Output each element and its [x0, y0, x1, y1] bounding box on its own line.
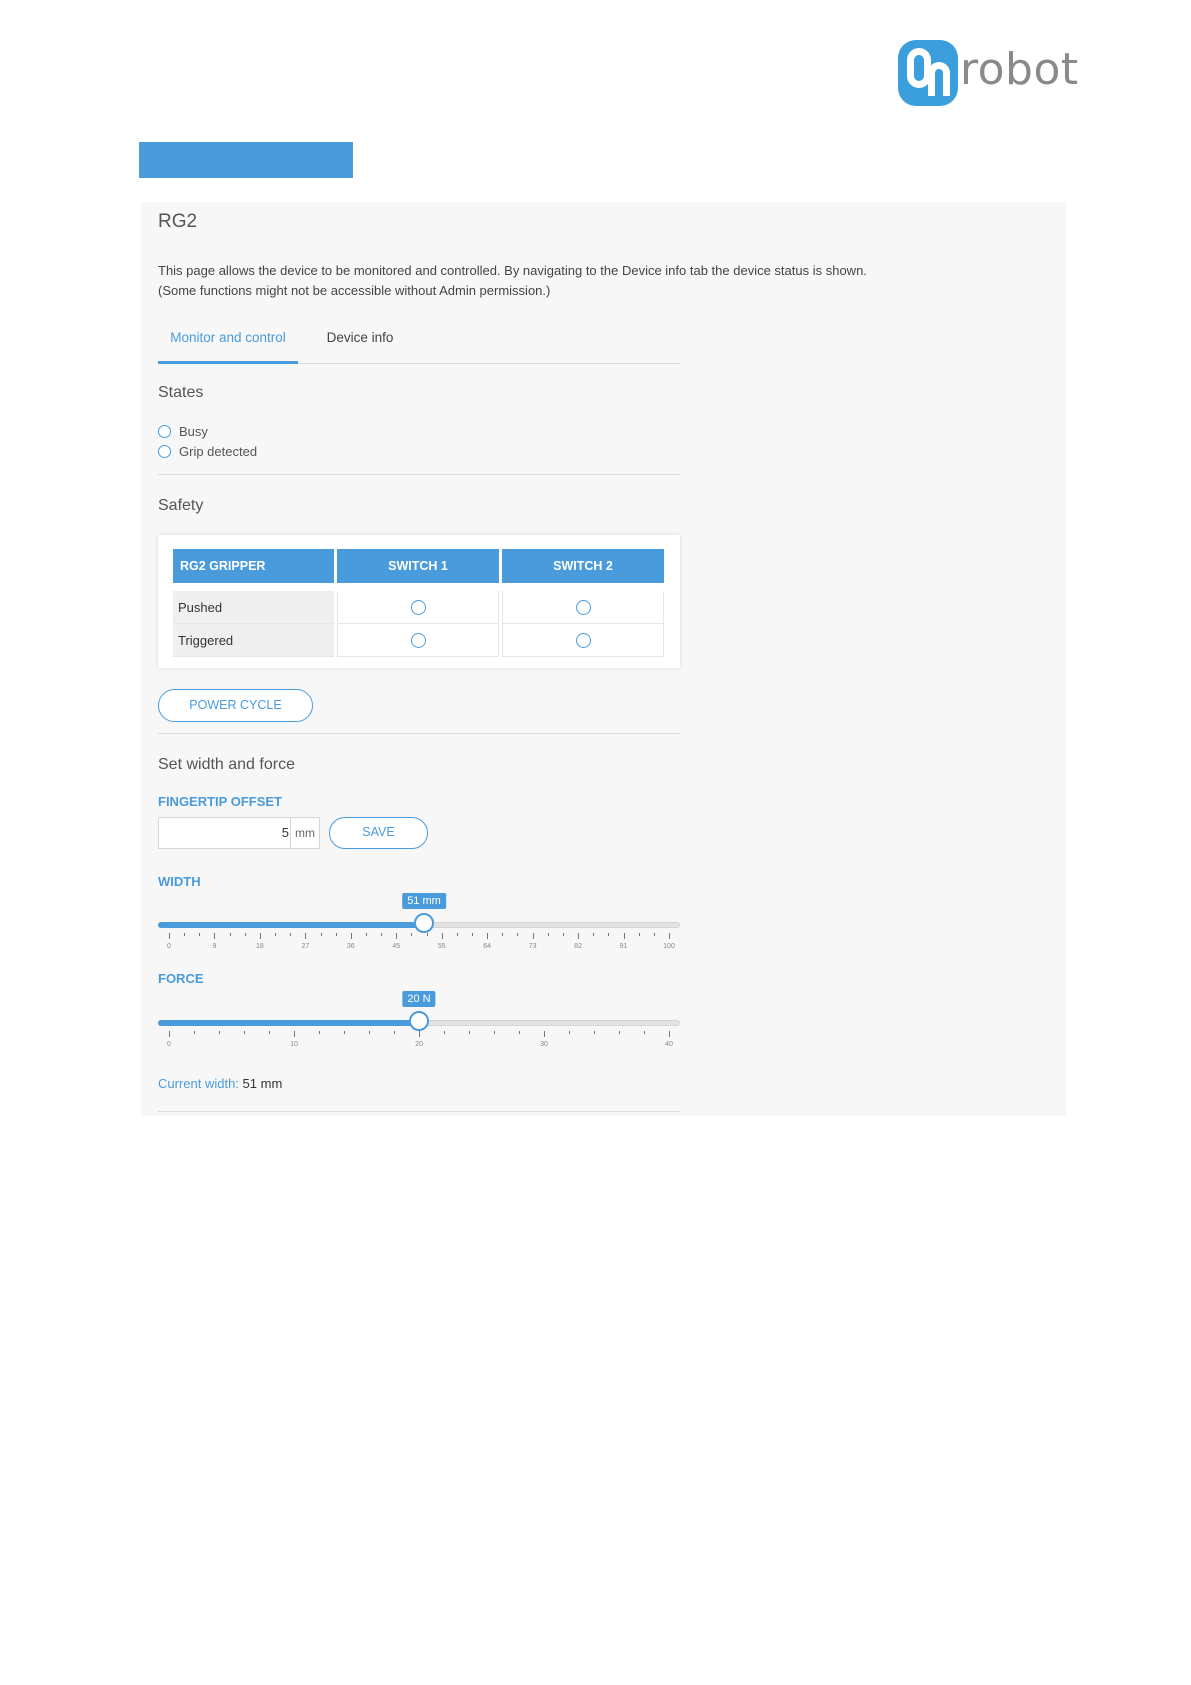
width-slider-handle[interactable] — [414, 913, 434, 933]
width-tick-label: 73 — [528, 943, 537, 950]
width-minor-tick — [472, 933, 473, 936]
current-width — [158, 1076, 282, 1091]
width-major-tick — [442, 933, 443, 939]
fingertip-offset-input[interactable] — [158, 817, 320, 849]
width-tick-label: 9 — [212, 943, 217, 950]
width-value-bubble: 51 mm — [402, 893, 446, 909]
force-tick-label: 30 — [540, 1041, 548, 1048]
width-major-tick — [169, 933, 170, 939]
width-minor-tick — [290, 933, 291, 936]
width-major-tick — [351, 933, 352, 939]
state-grip-detected — [158, 444, 257, 459]
tab-device-info[interactable]: Device info — [326, 330, 394, 345]
width-minor-tick — [427, 933, 428, 936]
divider — [158, 1111, 680, 1112]
width-tick-label: 64 — [483, 943, 492, 950]
width-major-tick — [578, 933, 579, 939]
force-major-tick — [169, 1031, 170, 1037]
header-bar — [139, 142, 353, 178]
page-description — [158, 261, 867, 301]
current-width-label: Current width: — [158, 1076, 239, 1091]
width-tick-label: 27 — [301, 943, 310, 950]
force-slider-handle[interactable] — [409, 1011, 429, 1031]
force-minor-tick — [269, 1031, 270, 1034]
state-label: Busy — [179, 424, 208, 439]
width-minor-tick — [608, 933, 609, 936]
force-minor-tick — [619, 1031, 620, 1034]
divider — [158, 733, 680, 734]
width-tick-label: 100 — [663, 943, 675, 950]
row-label: Triggered — [173, 624, 334, 657]
current-width-value: 51 mm — [242, 1076, 283, 1091]
width-minor-tick — [321, 933, 322, 936]
fingertip-offset-unit: mm — [290, 818, 319, 848]
states-heading: States — [158, 384, 204, 401]
table-row — [173, 591, 664, 624]
logo-text: robot — [960, 44, 1079, 95]
width-major-tick — [214, 933, 215, 939]
width-minor-tick — [275, 933, 276, 936]
page-title: RG2 — [158, 211, 198, 232]
force-minor-tick — [569, 1031, 570, 1034]
force-minor-tick — [519, 1031, 520, 1034]
width-slider-fill — [158, 922, 424, 928]
table-header: SWITCH 2 — [502, 549, 664, 591]
width-minor-tick — [366, 933, 367, 936]
force-slider[interactable] — [158, 991, 680, 1051]
force-major-tick — [669, 1031, 670, 1037]
width-minor-tick — [199, 933, 200, 936]
width-minor-tick — [548, 933, 549, 936]
fingertip-offset-label: FINGERTIP OFFSET — [158, 794, 282, 809]
width-minor-tick — [502, 933, 503, 936]
tab-monitor-and-control[interactable]: Monitor and control — [158, 318, 298, 364]
divider — [158, 474, 680, 475]
width-minor-tick — [411, 933, 412, 936]
force-minor-tick — [394, 1031, 395, 1034]
width-major-tick — [669, 933, 670, 939]
force-minor-tick — [594, 1031, 595, 1034]
force-minor-tick — [444, 1031, 445, 1034]
width-major-tick — [487, 933, 488, 939]
width-tick-label: 55 — [437, 943, 446, 950]
width-minor-tick — [381, 933, 382, 936]
width-major-tick — [396, 933, 397, 939]
width-force-heading: Set width and force — [158, 756, 295, 773]
width-minor-tick — [563, 933, 564, 936]
force-minor-tick — [219, 1031, 220, 1034]
triggered-switch2-indicator-icon — [576, 633, 591, 648]
width-tick-label: 45 — [392, 943, 401, 950]
state-busy — [158, 424, 208, 439]
width-minor-tick — [336, 933, 337, 936]
width-minor-tick — [184, 933, 185, 936]
force-major-tick — [419, 1031, 420, 1037]
triggered-switch1-indicator-icon — [411, 633, 426, 648]
pushed-switch1-indicator-icon — [411, 600, 426, 615]
width-minor-tick — [654, 933, 655, 936]
force-tick-label: 10 — [290, 1041, 298, 1048]
width-major-tick — [624, 933, 625, 939]
state-label: Grip detected — [179, 444, 258, 459]
table-header: SWITCH 1 — [337, 549, 499, 591]
width-major-tick — [260, 933, 261, 939]
force-minor-tick — [469, 1031, 470, 1034]
width-minor-tick — [593, 933, 594, 936]
force-minor-tick — [319, 1031, 320, 1034]
width-tick-label: 82 — [574, 943, 582, 950]
force-minor-tick — [244, 1031, 245, 1034]
width-minor-tick — [230, 933, 231, 936]
force-tick-label: 20 — [415, 1041, 423, 1048]
width-major-tick — [305, 933, 306, 939]
width-major-tick — [533, 933, 534, 939]
row-label: Pushed — [173, 591, 334, 624]
safety-card — [158, 535, 680, 668]
force-label: FORCE — [158, 971, 204, 986]
width-minor-tick — [245, 933, 246, 936]
width-minor-tick — [457, 933, 458, 936]
table-row — [173, 624, 664, 657]
tab-bar — [158, 318, 680, 364]
force-tick-label: 40 — [665, 1041, 673, 1048]
logo-mark-icon — [898, 40, 958, 106]
force-tick-label: 0 — [167, 1041, 171, 1048]
busy-indicator-icon — [158, 425, 171, 438]
force-slider-fill — [158, 1020, 419, 1026]
width-minor-tick — [639, 933, 640, 936]
description-line-2: (Some functions might not be accessible without Admin permission.) — [158, 283, 551, 298]
description-line-1: This page allows the device to be monitored and controlled. By navigating to the Device info tab the device status is shown. — [158, 263, 867, 278]
force-minor-tick — [369, 1031, 370, 1034]
force-minor-tick — [344, 1031, 345, 1034]
width-tick-label: 36 — [346, 943, 355, 950]
width-tick-label: 0 — [167, 943, 171, 950]
force-major-tick — [294, 1031, 295, 1037]
pushed-switch2-indicator-icon — [576, 600, 591, 615]
width-slider[interactable] — [158, 893, 680, 953]
force-value-bubble: 20 N — [402, 991, 435, 1007]
width-tick-label: 91 — [619, 943, 628, 950]
force-minor-tick — [644, 1031, 645, 1034]
save-button[interactable]: SAVE — [329, 817, 428, 849]
force-major-tick — [544, 1031, 545, 1037]
fingertip-offset-value: 5 — [281, 825, 289, 840]
force-minor-tick — [194, 1031, 195, 1034]
power-cycle-button[interactable]: POWER CYCLE — [158, 689, 313, 722]
width-minor-tick — [517, 933, 518, 936]
table-header: RG2 GRIPPER — [173, 549, 334, 591]
width-label: WIDTH — [158, 874, 201, 889]
safety-heading: Safety — [158, 497, 204, 514]
width-tick-label: 18 — [256, 943, 264, 950]
safety-table — [170, 549, 667, 657]
grip-detected-indicator-icon — [158, 445, 171, 458]
force-minor-tick — [494, 1031, 495, 1034]
